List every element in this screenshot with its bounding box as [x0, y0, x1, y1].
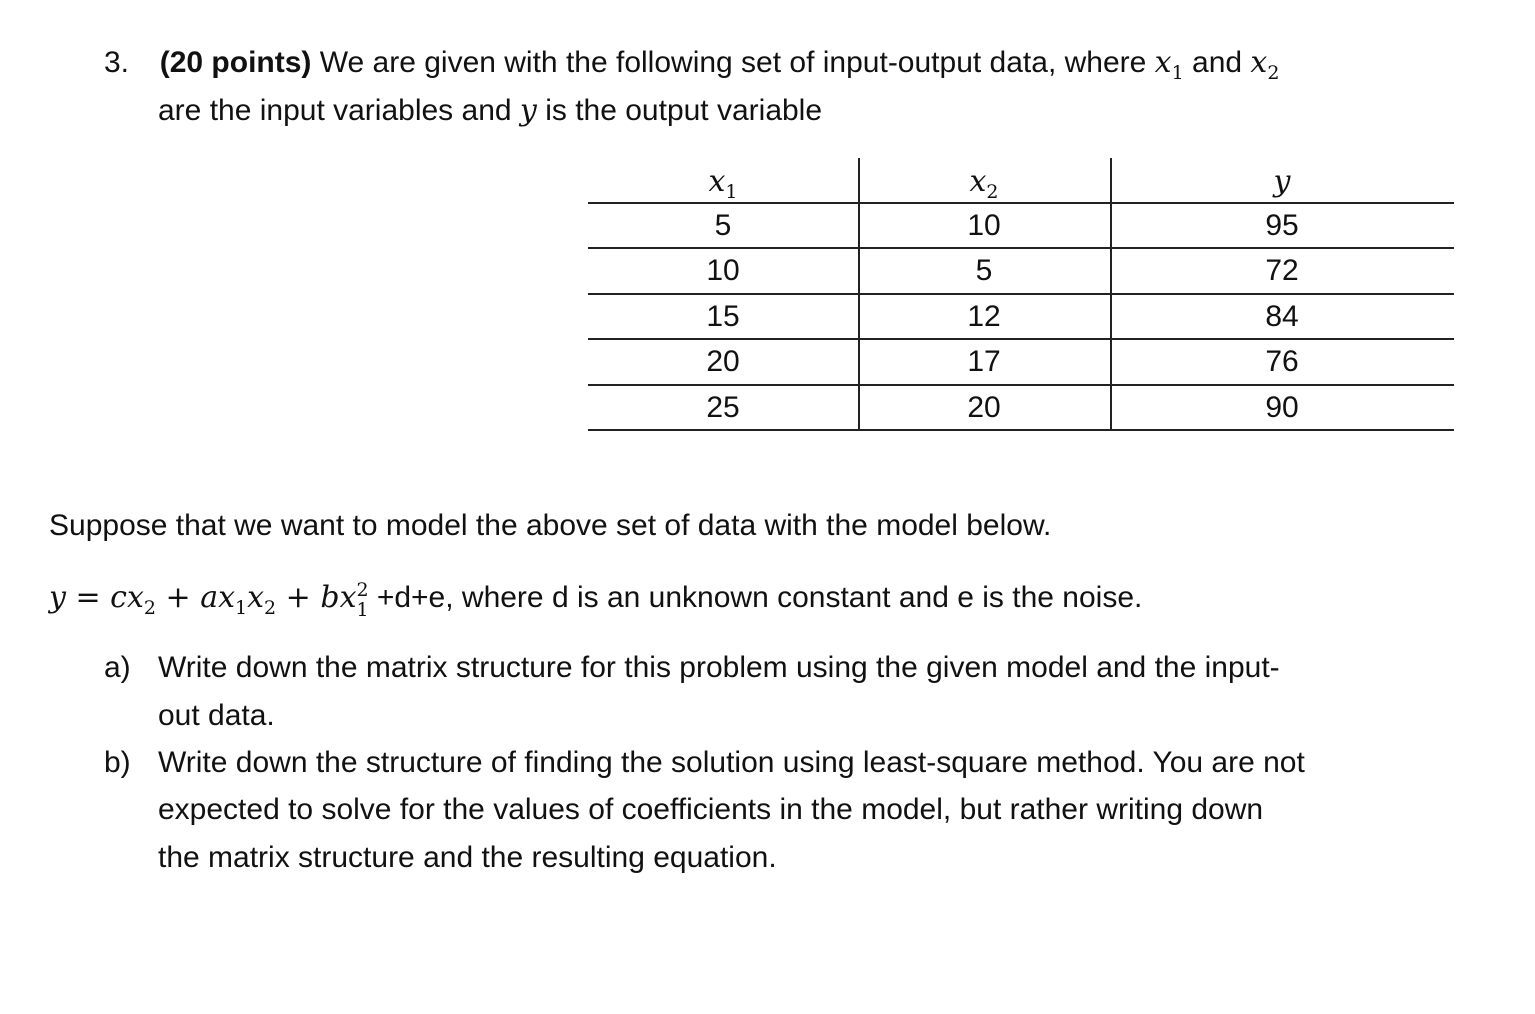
table-cell: 15 — [706, 300, 740, 333]
part-b-label: b) — [104, 746, 131, 779]
question-number: 3. — [104, 46, 130, 79]
table-cell: 72 — [1265, 254, 1299, 287]
model-equation: $y = cx_2 + ax_1x_2$ + bx 2 1 +d+e, where d is an unknown constant and e is the noise. — [49, 579, 1143, 621]
table-cell: 20 — [967, 391, 1001, 424]
table-rule — [588, 429, 1454, 431]
model-equation-tail: +d+e, where d is an unknown constant and e is the noise. — [368, 581, 1143, 614]
question-points: (20 points) — [159, 46, 312, 79]
table-cell: 10 — [706, 254, 740, 287]
table-cell: 20 — [706, 345, 740, 378]
model-intro: Suppose that we want to model the above set of data with the model below. — [49, 509, 1052, 542]
table-cell: 10 — [967, 209, 1001, 242]
data-table — [588, 158, 1454, 430]
var-x2: $x_2$ — [1250, 45, 1280, 84]
line2-start: are the input variables and — [158, 94, 520, 127]
part-b-line-1: Write down the structure of finding the solution using least-square method. You are not — [158, 746, 1305, 779]
table-rule — [588, 338, 1454, 340]
line2-end: is the output variable — [536, 94, 823, 127]
question-intro: We are given with the following set of input-output data, where — [311, 46, 1155, 79]
table-header-x1: $x_1$ — [708, 164, 738, 203]
part-b-line-2: expected to solve for the values of coefficients in the model, but rather writing down — [158, 793, 1264, 826]
and-word: and — [1183, 46, 1251, 79]
table-rule — [588, 293, 1454, 295]
part-a-label: a) — [104, 651, 131, 684]
part-a-line-1: Write down the matrix structure for this problem using the given model and the input- — [158, 651, 1280, 684]
var-y: y — [519, 93, 537, 128]
table-cell: 76 — [1265, 345, 1299, 378]
var-x1: $x_1$ — [1154, 45, 1184, 84]
table-cell: 17 — [967, 345, 1001, 378]
table-cell: 95 — [1265, 209, 1299, 242]
question-line-1 — [104, 45, 1279, 91]
table-cell: 12 — [967, 300, 1001, 333]
table-rule — [588, 384, 1454, 386]
table-cell: 25 — [706, 391, 740, 424]
table-cell: 84 — [1265, 300, 1299, 333]
table-rule — [588, 247, 1454, 249]
part-b-line-3: the matrix structure and the resulting equation. — [158, 841, 777, 874]
table-header-x2: $x_2$ — [969, 164, 999, 203]
table-cell: 90 — [1265, 391, 1299, 424]
part-a-line-2: out data. — [158, 699, 275, 732]
table-cell: 5 — [975, 254, 993, 287]
table-cell: 5 — [714, 209, 732, 242]
question-line-2 — [158, 93, 822, 129]
table-header-y: y — [1273, 164, 1291, 199]
